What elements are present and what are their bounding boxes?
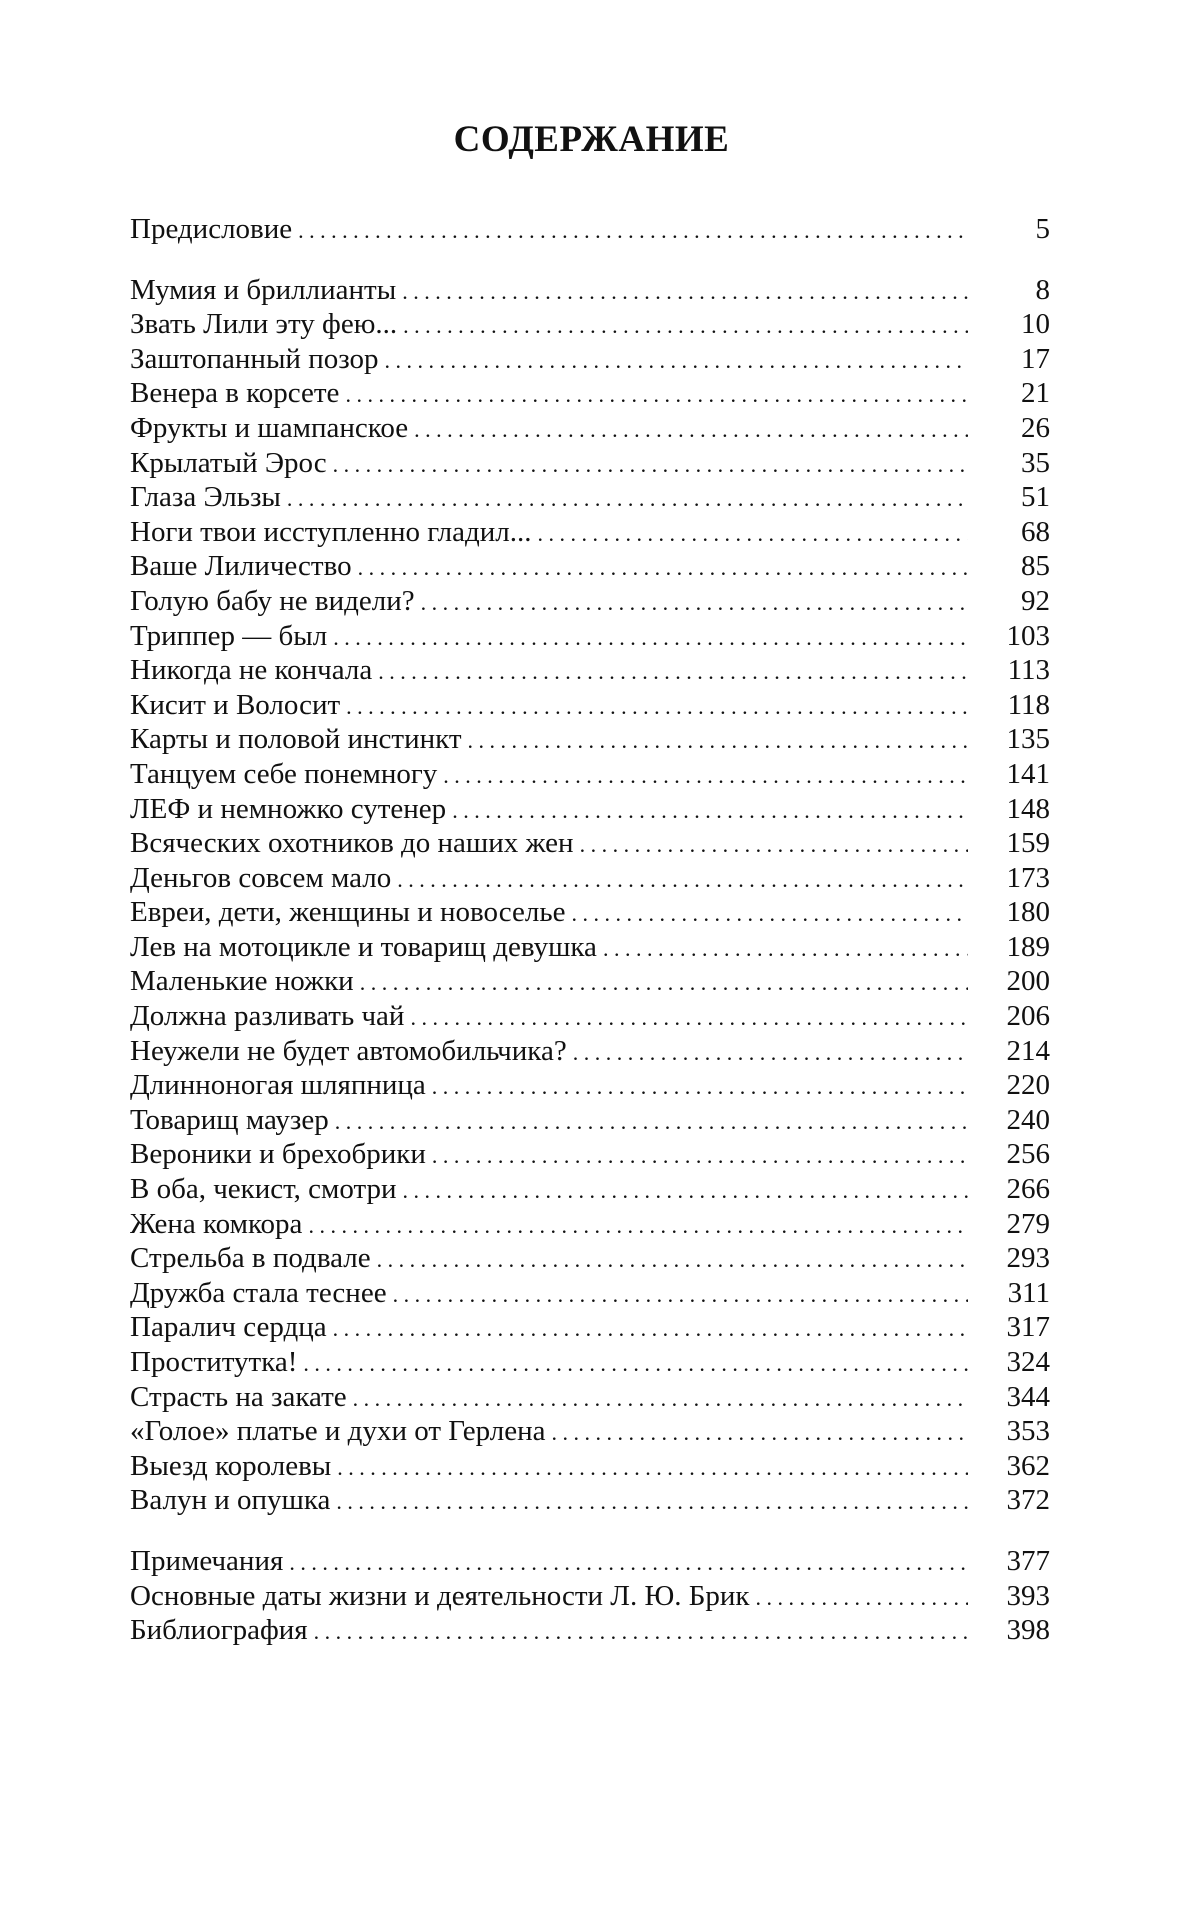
dot-leader	[377, 1243, 968, 1278]
dot-leader	[393, 1278, 968, 1313]
toc-entry	[130, 584, 1050, 619]
dot-leader	[403, 1174, 968, 1209]
toc-entry-page-number: 293	[990, 1241, 1050, 1276]
toc-entry-page-number: 393	[990, 1579, 1050, 1614]
toc-entry-title: Венера в корсете	[130, 376, 345, 411]
dot-leader	[603, 932, 968, 967]
toc-entry-title: Выезд королевы	[130, 1449, 337, 1484]
toc-entry-page-number: 266	[990, 1172, 1050, 1207]
dot-leader	[414, 413, 968, 448]
toc-entry	[130, 1449, 1050, 1484]
toc-entry-page-number: 377	[990, 1544, 1050, 1579]
toc-entry	[130, 212, 1050, 247]
toc-entry-title: Мумия и бриллианты	[130, 273, 402, 308]
dot-leader	[432, 1070, 968, 1105]
toc-entry-page-number: 92	[990, 584, 1050, 619]
dot-leader	[402, 275, 968, 310]
toc-entry-title: Кисит и Волосит	[130, 688, 346, 723]
toc-entry-title: Глаза Эльзы	[130, 480, 287, 515]
toc-entry	[130, 930, 1050, 965]
toc-entry	[130, 653, 1050, 688]
toc-entry-page-number: 135	[990, 722, 1050, 757]
toc-entry-page-number: 344	[990, 1380, 1050, 1415]
toc-entry-title: Неужели не будет автомобильчика?	[130, 1034, 573, 1069]
toc-entry	[130, 515, 1050, 550]
toc-entry	[130, 895, 1050, 930]
dot-leader	[403, 309, 968, 344]
toc-entry-page-number: 159	[990, 826, 1050, 861]
toc-entry-title: Товарищ маузер	[130, 1103, 335, 1138]
toc-entry	[130, 722, 1050, 757]
dot-leader	[432, 1139, 968, 1174]
toc-entry-page-number: 311	[990, 1276, 1050, 1311]
toc-entry	[130, 1544, 1050, 1579]
dot-leader	[346, 690, 968, 725]
toc-entry-title: Всяческих охотников до наших жен	[130, 826, 580, 861]
toc-entry-page-number: 21	[990, 376, 1050, 411]
toc-entry-title: Предисловие	[130, 212, 298, 247]
dot-leader	[468, 724, 968, 759]
toc-entry	[130, 307, 1050, 342]
toc-entry	[130, 342, 1050, 377]
toc-entry-page-number: 35	[990, 446, 1050, 481]
toc-entry-page-number: 118	[990, 688, 1050, 723]
toc-entry-title: ЛЕФ и немножко сутенер	[130, 792, 452, 827]
page-title: СОДЕРЖАНИЕ	[0, 118, 1183, 161]
toc-entry-page-number: 317	[990, 1310, 1050, 1345]
toc-entry	[130, 1579, 1050, 1614]
toc-entry-title: Ваше Лиличество	[130, 549, 358, 584]
toc-entry	[130, 757, 1050, 792]
toc-entry-title: Карты и половой инстинкт	[130, 722, 468, 757]
toc-entry-title: Евреи, дети, женщины и новоселье	[130, 895, 571, 930]
toc-entry-title: Маленькие ножки	[130, 964, 360, 999]
toc-entry-page-number: 148	[990, 792, 1050, 827]
toc-entry	[130, 1207, 1050, 1242]
dot-leader	[333, 621, 968, 656]
dot-leader	[289, 1546, 968, 1581]
toc-entry-title: Страсть на закате	[130, 1380, 353, 1415]
dot-leader	[337, 1451, 968, 1486]
toc-entry-page-number: 5	[990, 212, 1050, 247]
toc-entry	[130, 376, 1050, 411]
toc-group	[130, 1544, 1050, 1648]
toc-entry-page-number: 141	[990, 757, 1050, 792]
toc-entry-page-number: 85	[990, 549, 1050, 584]
toc-entry-title: Паралич сердца	[130, 1310, 333, 1345]
toc-entry-page-number: 256	[990, 1137, 1050, 1172]
dot-leader	[303, 1347, 968, 1382]
toc-entry	[130, 273, 1050, 308]
toc-entry-page-number: 324	[990, 1345, 1050, 1380]
toc-entry-title: Заштопанный позор	[130, 342, 385, 377]
toc-entry-page-number: 220	[990, 1068, 1050, 1103]
toc-entry-page-number: 51	[990, 480, 1050, 515]
dot-leader	[308, 1209, 968, 1244]
toc-entry-page-number: 173	[990, 861, 1050, 896]
toc-entry-title: Примечания	[130, 1544, 289, 1579]
toc-entry-title: Должна разливать чай	[130, 999, 410, 1034]
dot-leader	[336, 1485, 968, 1520]
toc-entry-title: Стрельба в подвале	[130, 1241, 377, 1276]
dot-leader	[358, 551, 968, 586]
toc-entry-page-number: 17	[990, 342, 1050, 377]
dot-leader	[333, 448, 968, 483]
toc-entry-title: Вероники и брехобрики	[130, 1137, 432, 1172]
toc-entry-page-number: 206	[990, 999, 1050, 1034]
toc-group	[130, 212, 1050, 247]
dot-leader	[353, 1382, 968, 1417]
toc-entry-page-number: 8	[990, 273, 1050, 308]
dot-leader	[580, 828, 968, 863]
toc-entry-page-number: 279	[990, 1207, 1050, 1242]
toc-group	[130, 273, 1050, 1518]
toc-entry	[130, 1103, 1050, 1138]
toc-entry-title: Валун и опушка	[130, 1483, 336, 1518]
dot-leader	[287, 482, 968, 517]
toc-entry-title: В оба, чекист, смотри	[130, 1172, 403, 1207]
toc-entry-page-number: 103	[990, 619, 1050, 654]
dot-leader	[410, 1001, 968, 1036]
toc-entry	[130, 1613, 1050, 1648]
dot-leader	[335, 1105, 968, 1140]
dot-leader	[552, 1416, 968, 1451]
toc-entry-page-number: 200	[990, 964, 1050, 999]
dot-leader	[443, 759, 968, 794]
toc-entry	[130, 446, 1050, 481]
dot-leader	[385, 344, 968, 379]
toc-entry	[130, 480, 1050, 515]
toc-entry-title: Дружба стала теснее	[130, 1276, 393, 1311]
toc-entry	[130, 411, 1050, 446]
toc-entry-title: Голую бабу не видели?	[130, 584, 421, 619]
toc-entry	[130, 1034, 1050, 1069]
toc-entry-page-number: 113	[990, 653, 1050, 688]
toc-entry-title: Фрукты и шампанское	[130, 411, 414, 446]
toc-entry	[130, 792, 1050, 827]
toc-entry	[130, 1345, 1050, 1380]
toc-entry-title: Проститутка!	[130, 1345, 303, 1380]
toc-entry-page-number: 353	[990, 1414, 1050, 1449]
toc-entry	[130, 1414, 1050, 1449]
dot-leader	[421, 586, 968, 621]
toc-entry-title: Основные даты жизни и деятельности Л. Ю. Брик	[130, 1579, 756, 1614]
toc-entry-title: Танцуем себе понемногу	[130, 757, 443, 792]
toc-entry	[130, 1137, 1050, 1172]
toc-entry	[130, 1276, 1050, 1311]
toc-entry	[130, 688, 1050, 723]
toc-entry	[130, 1068, 1050, 1103]
table-of-contents	[130, 212, 1050, 1648]
toc-entry-page-number: 214	[990, 1034, 1050, 1069]
toc-entry	[130, 1172, 1050, 1207]
toc-entry-title: Деньгов совсем мало	[130, 861, 397, 896]
toc-entry-title: Длинноногая шляпница	[130, 1068, 432, 1103]
dot-leader	[345, 378, 968, 413]
dot-leader	[538, 517, 968, 552]
dot-leader	[571, 897, 968, 932]
toc-entry-page-number: 398	[990, 1613, 1050, 1648]
toc-entry-page-number: 10	[990, 307, 1050, 342]
toc-entry-page-number: 189	[990, 930, 1050, 965]
dot-leader	[298, 214, 968, 249]
toc-entry-page-number: 68	[990, 515, 1050, 550]
toc-entry-title: Звать Лили эту фею...	[130, 307, 403, 342]
toc-entry-page-number: 362	[990, 1449, 1050, 1484]
toc-entry	[130, 549, 1050, 584]
toc-entry	[130, 826, 1050, 861]
toc-entry-title: Триппер — был	[130, 619, 333, 654]
toc-entry	[130, 1483, 1050, 1518]
toc-entry	[130, 619, 1050, 654]
toc-entry	[130, 964, 1050, 999]
toc-entry-title: Жена комкора	[130, 1207, 308, 1242]
dot-leader	[378, 655, 968, 690]
dot-leader	[452, 794, 968, 829]
dot-leader	[397, 863, 968, 898]
dot-leader	[360, 966, 968, 1001]
dot-leader	[314, 1615, 968, 1650]
dot-leader	[573, 1036, 968, 1071]
toc-entry	[130, 999, 1050, 1034]
toc-entry-page-number: 240	[990, 1103, 1050, 1138]
toc-entry-page-number: 26	[990, 411, 1050, 446]
toc-entry-title: Никогда не кончала	[130, 653, 378, 688]
toc-entry-page-number: 372	[990, 1483, 1050, 1518]
toc-entry	[130, 1380, 1050, 1415]
toc-entry-title: Лев на мотоцикле и товарищ девушка	[130, 930, 603, 965]
toc-entry	[130, 861, 1050, 896]
toc-entry-title: Ноги твои исступленно гладил...	[130, 515, 538, 550]
dot-leader	[333, 1312, 968, 1347]
dot-leader	[756, 1581, 968, 1616]
toc-entry-page-number: 180	[990, 895, 1050, 930]
toc-entry	[130, 1241, 1050, 1276]
toc-entry-title: Библиография	[130, 1613, 314, 1648]
toc-entry-title: «Голое» платье и духи от Герлена	[130, 1414, 552, 1449]
toc-entry	[130, 1310, 1050, 1345]
toc-entry-title: Крылатый Эрос	[130, 446, 333, 481]
